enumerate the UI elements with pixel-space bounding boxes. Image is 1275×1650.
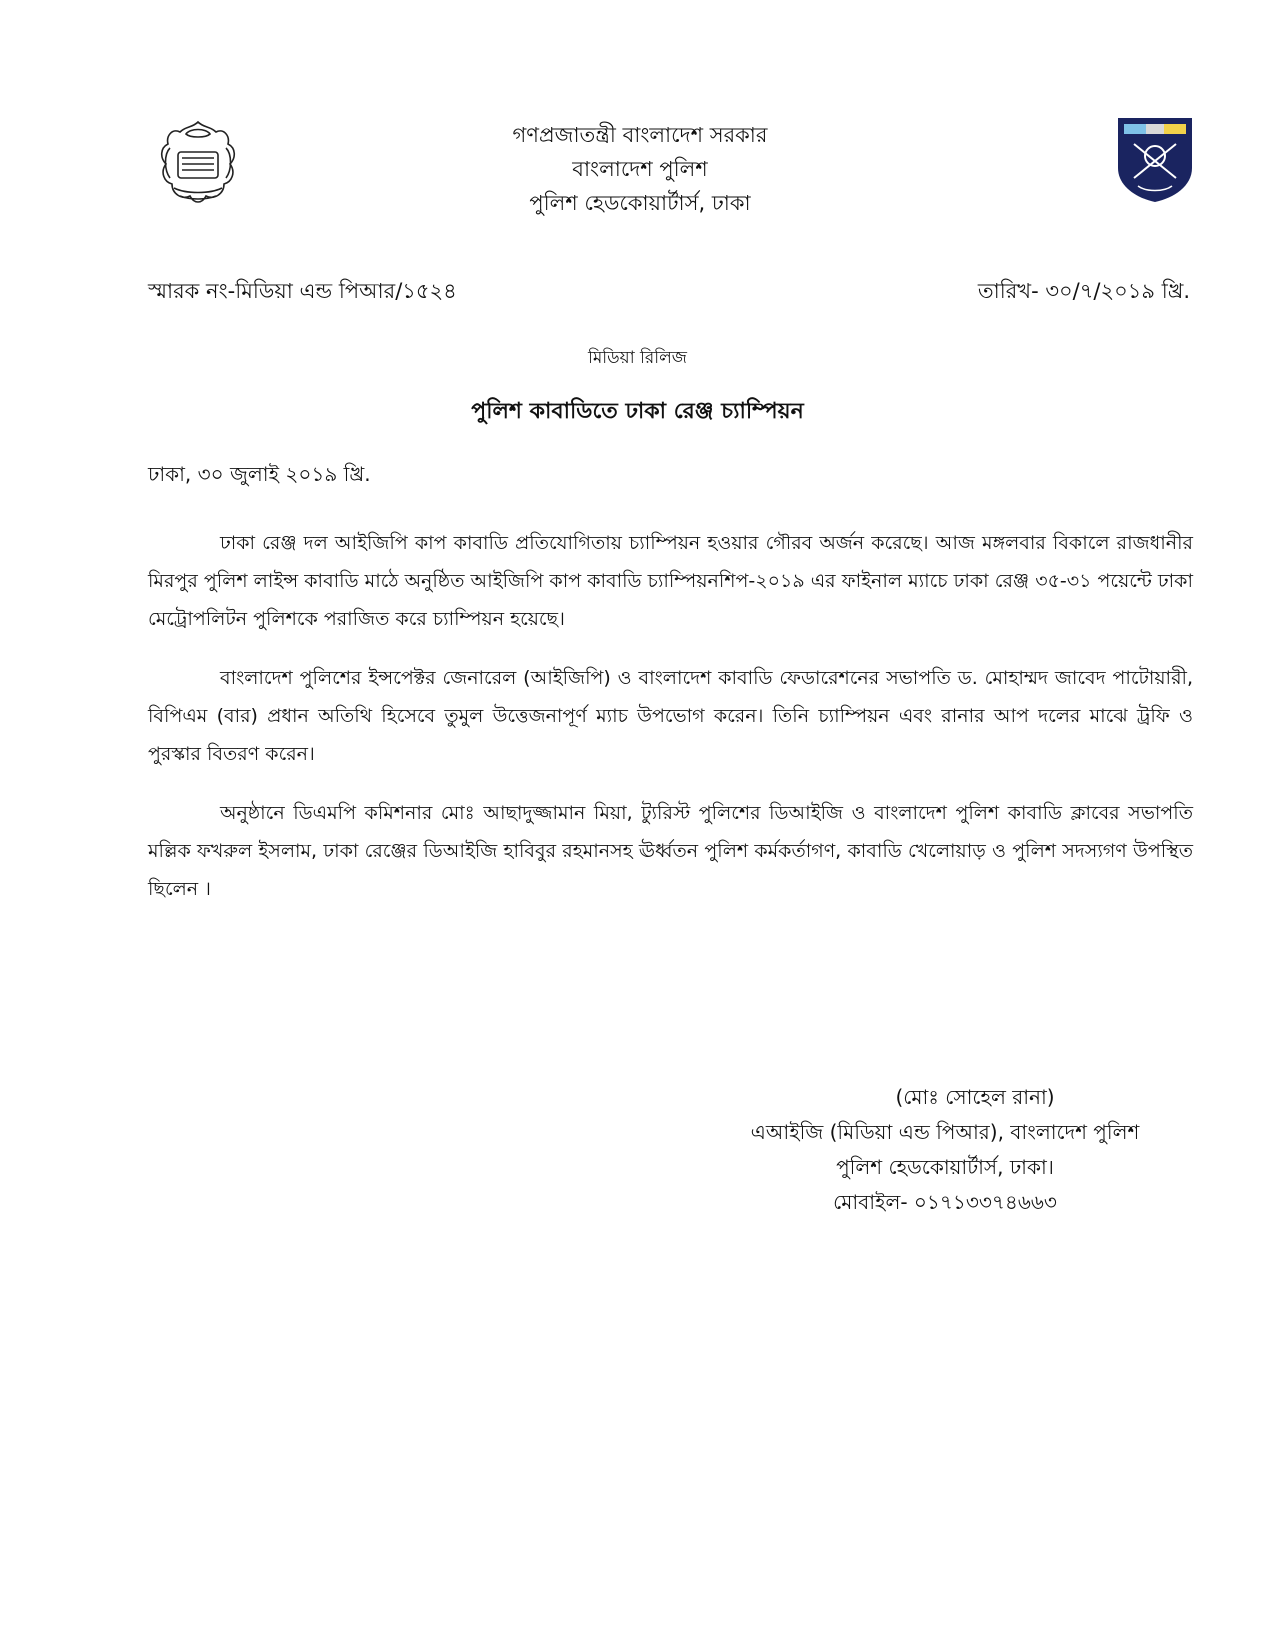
signatory-mobile: মোবাইল- ০১৭১৩৩৭৪৬৬৩ bbox=[833, 1190, 1057, 1214]
signatory-name: (মোঃ সোহেল রানা) bbox=[895, 1085, 1055, 1109]
letterhead bbox=[380, 118, 900, 220]
signatory-designation: এআইজি (মিডিয়া এন্ড পিআর), বাংলাদেশ পুলিশ bbox=[750, 1120, 1140, 1144]
signature-block bbox=[640, 1080, 1275, 1220]
release-label: মিডিয়া রিলিজ bbox=[588, 348, 687, 368]
memo-date: তারিখ- ৩০/৭/২০১৯ খ্রি. bbox=[977, 279, 1190, 303]
dateline: ঢাকা, ৩০ জুলাই ২০১৯ খ্রি. bbox=[148, 462, 371, 486]
signatory-office: পুলিশ হেডকোয়ার্টার্স, ঢাকা। bbox=[836, 1155, 1054, 1179]
paragraph: ঢাকা রেঞ্জ দল আইজিপি কাপ কাবাডি প্রতিযোগিতায় চ্যাম্পিয়ন হওয়ার গৌরব অর্জন করেছে। আজ মঙ্গলবার বিকালে রাজধানীর মিরপুর পুলিশ লাইন্স কাবাডি মাঠে অনুষ্ঠিত আইজিপি কাপ কাবাডি চ্যাম্পিয়নশিপ-২০১৯ এর ফাইনাল ম্যাচে ঢাকা রেঞ্জ ৩৫-৩১ পয়েন্টে ঢাকা মেট্রোপলিটন পুলিশকে পরাজিত করে চ্যাম্পিয়ন হয়েছে। bbox=[148, 532, 1193, 630]
memo-reference: স্মারক নং-মিডিয়া এন্ড পিআর/১৫২৪ bbox=[148, 279, 457, 303]
shield-logo-icon bbox=[1116, 116, 1194, 204]
office-name: পুলিশ হেডকোয়ার্টার্স, ঢাকা bbox=[529, 191, 751, 215]
government-name: গণপ্রজাতন্ত্রী বাংলাদেশ সরকার bbox=[512, 123, 768, 147]
police-emblem-icon bbox=[150, 114, 246, 212]
press-release-body bbox=[148, 524, 1193, 929]
page-title: পুলিশ কাবাডিতে ঢাকা রেঞ্জ চ্যাম্পিয়ন bbox=[471, 399, 804, 424]
organization-name: বাংলাদেশ পুলিশ bbox=[572, 157, 708, 181]
paragraph: বাংলাদেশ পুলিশের ইন্সপেক্টর জেনারেল (আইজিপি) ও বাংলাদেশ কাবাডি ফেডারেশনের সভাপতি ড. মোহাম্মদ জাবেদ পাটোয়ারী, বিপিএম (বার) প্রধান অতিথি হিসেবে তুমুল উত্তেজনাপূর্ণ ম্যাচ উপভোগ করেন। তিনি চ্যাম্পিয়ন এবং রানার আপ দলের মাঝে ট্রফি ও পুরস্কার বিতরণ করেন। bbox=[148, 667, 1193, 765]
paragraph: অনুষ্ঠানে ডিএমপি কমিশনার মোঃ আছাদুজ্জামান মিয়া, ট্যুরিস্ট পুলিশের ডিআইজি ও বাংলাদেশ পুলিশ কাবাডি ক্লাবের সভাপতি মল্লিক ফখরুল ইসলাম, ঢাকা রেঞ্জের ডিআইজি হাবিবুর রহমানসহ ঊর্ধ্বতন পুলিশ কর্মকর্তাগণ, কাবাডি খেলোয়াড় ও পুলিশ সদস্যগণ উপস্থিত ছিলেন । bbox=[148, 802, 1193, 900]
